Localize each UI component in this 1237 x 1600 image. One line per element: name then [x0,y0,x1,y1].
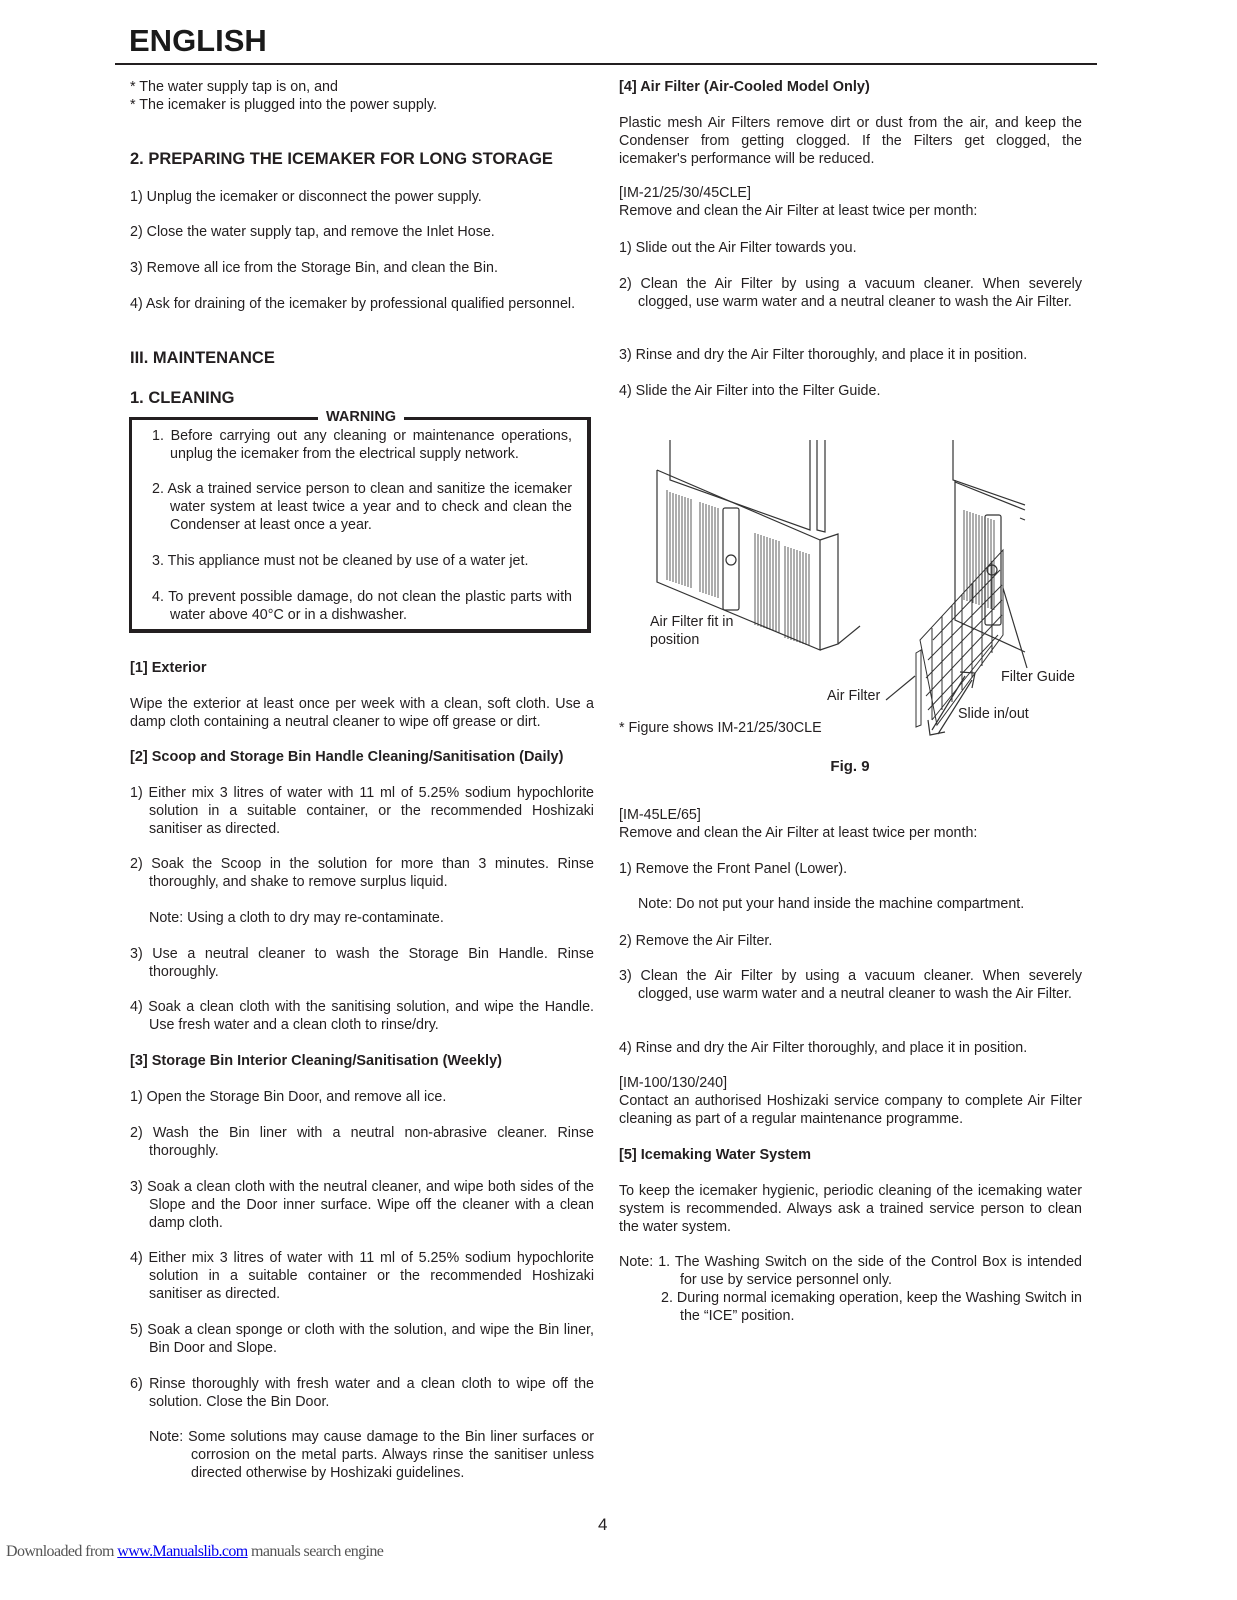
section-heading-cleaning: 1. CLEANING [130,389,235,407]
figure-label-air-filter: Air Filter [827,688,881,704]
filter-step: 1) Remove the Front Panel (Lower). [619,861,848,877]
bin-step: 6) Rinse thoroughly with fresh water and a clean cloth to wipe off the solution. Close the Bin Door. [130,1376,594,1410]
bin-step: 3) Soak a clean cloth with the neutral cleaner, and wipe both sides of the Slope and the Door inner surface. Wipe off the cleaner with a clean damp cloth. [130,1179,594,1231]
bin-step: 5) Soak a clean sponge or cloth with the solution, and wipe the Bin liner, Bin Door and Slope. [130,1322,594,1356]
filter-step: 1) Slide out the Air Filter towards you. [619,240,857,256]
subheading-water-system: [5] Icemaking Water System [619,1147,812,1163]
manualslib-link[interactable]: www.Manualslib.com [117,1543,248,1560]
subheading-scoop: [2] Scoop and Storage Bin Handle Cleaning/Sanitisation (Daily) [130,749,564,765]
filter-step: 2) Clean the Air Filter by using a vacuum cleaner. When severely clogged, use warm water and a neutral cleaner to wash the Air Filter. [619,276,1082,310]
model-label: [IM-100/130/240] [619,1075,728,1091]
model-text: Contact an authorised Hoshizaki service company to complete Air Filter cleaning as part of a regular maintenance programme. [619,1093,1082,1127]
figure-label-slide: Slide in/out [958,706,1029,722]
scoop-step: 1) Either mix 3 litres of water with 11 ml of 5.25% sodium hypochlorite solution in a suitable container, or the recommended Hoshizaki sanitiser as directed. [130,785,594,837]
subheading-bin: [3] Storage Bin Interior Cleaning/Sanitisation (Weekly) [130,1053,502,1069]
warning-item: 1. Before carrying out any cleaning or maintenance operations, unplug the icemaker from the electrical supply network. [152,428,572,462]
water-note: 2. During normal icemaking operation, keep the Washing Switch in the “ICE” position. [661,1290,1082,1324]
page-language-title: ENGLISH [129,23,267,58]
storage-step: 4) Ask for draining of the icemaker by professional qualified personnel. [130,296,576,312]
footer-prefix: Downloaded from [6,1543,118,1560]
air-filter-leader [886,676,915,700]
exterior-text: Wipe the exterior at least once per week with a clean, soft cloth. Use a damp cloth containing a neutral cleaner to wipe off grease or dirt. [130,696,594,730]
figure-caption: Fig. 9 [830,758,870,775]
section-heading-maintenance: III. MAINTENANCE [130,349,275,367]
filter-note: Note: Do not put your hand inside the machine compartment. [638,896,1025,912]
warning-item: 4. To prevent possible damage, do not clean the plastic parts with water above 40°C or in a dishwasher. [152,589,572,623]
subheading-exterior: [1] Exterior [130,660,207,676]
filter-guide-leader [1003,588,1027,668]
unit-right-illustration [886,440,1027,735]
intro-line: * The water supply tap is on, and [130,79,338,95]
model-text: Remove and clean the Air Filter at least twice per month: [619,825,978,841]
model-text: Remove and clean the Air Filter at least twice per month: [619,203,978,219]
filter-step: 4) Slide the Air Filter into the Filter Guide. [619,383,881,399]
scoop-step: 3) Use a neutral cleaner to wash the Storage Bin Handle. Rinse thoroughly. [130,946,594,980]
header-rule [115,63,1097,65]
water-system-text: To keep the icemaker hygienic, periodic cleaning of the icemaking water system is recommended. Always ask a trained service person to clean the water system. [619,1183,1082,1235]
warning-label: WARNING [318,408,404,426]
air-filter-intro: Plastic mesh Air Filters remove dirt or dust from the air, and keep the Condenser from getting clogged. If the Filters get clogged, the icemaker's performance will be reduced. [619,115,1082,167]
scoop-note: Note: Using a cloth to dry may re-contaminate. [149,910,444,926]
subheading-air-filter: [4] Air Filter (Air-Cooled Model Only) [619,79,870,95]
storage-step: 2) Close the water supply tap, and remove the Inlet Hose. [130,224,495,240]
filter-step: 4) Rinse and dry the Air Filter thoroughly, and place it in position. [619,1040,1028,1056]
model-label: [IM-21/25/30/45CLE] [619,185,751,201]
bin-step: 2) Wash the Bin liner with a neutral non-abrasive cleaner. Rinse thoroughly. [130,1125,594,1159]
footer-suffix: manuals search engine [247,1543,384,1560]
warning-item: 2. Ask a trained service person to clean and sanitize the icemaker water system at least twice a year and to check and clean the Condenser at least once a year. [152,481,572,533]
warning-item: 3. This appliance must not be cleaned by use of a water jet. [152,553,529,569]
scoop-step: 4) Soak a clean cloth with the sanitising solution, and wipe the Handle. Use fresh water and a clean cloth to rinse/dry. [130,999,594,1033]
water-note: Note: 1. The Washing Switch on the side of the Control Box is intended for use by service personnel only. [619,1254,1082,1288]
filter-step: 3) Clean the Air Filter by using a vacuum cleaner. When severely clogged, use warm water and a neutral cleaner to wash the Air Filter. [619,968,1082,1002]
figure-label-fit: Air Filter fit in position [650,614,734,648]
model-label: [IM-45LE/65] [619,807,701,823]
filter-step: 2) Remove the Air Filter. [619,933,773,949]
filter-step: 3) Rinse and dry the Air Filter thoroughly, and place it in position. [619,347,1028,363]
bin-step: 4) Either mix 3 litres of water with 11 ml of 5.25% sodium hypochlorite solution in a suitable container or the recommended Hoshizaki sanitiser as directed. [130,1250,594,1302]
storage-step: 1) Unplug the icemaker or disconnect the power supply. [130,189,482,205]
section-heading-storage: 2. PREPARING THE ICEMAKER FOR LONG STORAGE [130,150,553,168]
figure-note: * Figure shows IM-21/25/30CLE [619,720,822,736]
storage-step: 3) Remove all ice from the Storage Bin, and clean the Bin. [130,260,498,276]
bin-note: Note: Some solutions may cause damage to the Bin liner surfaces or corrosion on the metal parts. Always rinse the sanitiser unless directed otherwise by Hoshizaki guidelines. [149,1429,594,1481]
page-number: 4 [598,1515,608,1534]
intro-line: * The icemaker is plugged into the power supply. [130,97,438,113]
bin-step: 1) Open the Storage Bin Door, and remove all ice. [130,1089,447,1105]
download-footer [6,1543,383,1561]
figure-label-filter-guide: Filter Guide [1001,669,1075,685]
scoop-step: 2) Soak the Scoop in the solution for more than 3 minutes. Rinse thoroughly, and shake to remove surplus liquid. [130,856,594,890]
